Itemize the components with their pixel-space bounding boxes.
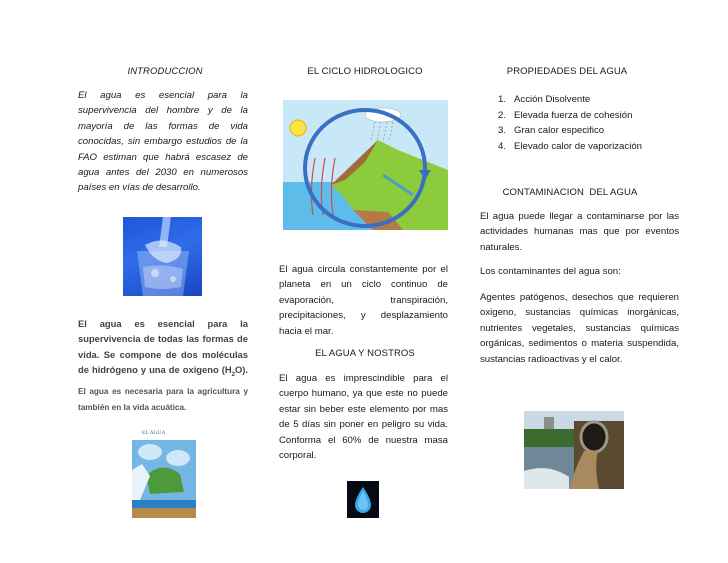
contaminants-intro: Los contaminantes del agua son: (480, 266, 621, 277)
property-number: 3. (498, 125, 507, 137)
property-label: Elevado calor de vaporización (514, 140, 642, 152)
water-drop-icon (347, 481, 379, 518)
pollution-drain-image (524, 411, 624, 489)
property-item (498, 139, 668, 155)
property-number: 2. (498, 109, 507, 121)
contamination-paragraph: El agua puede llegar a contaminarse por las actividades humanas mas que por eventos naturales. (480, 211, 679, 253)
subscript-two: 2 (231, 371, 235, 378)
heading-ciclo-hidrologico: EL CICLO HIDROLOGICO (307, 66, 423, 77)
composition-text: El agua es esencial para la supervivencia de todas las formas de vida. Se compone de dos moléculas de hidrógeno y una de oxigeno (H (78, 318, 248, 375)
heading-introduccion: INTRODUCCION (127, 66, 203, 77)
property-item (498, 92, 668, 108)
property-label: Acción Disolvente (514, 94, 591, 105)
property-item (498, 108, 668, 124)
property-item (498, 123, 668, 139)
heading-contaminacion (490, 187, 650, 198)
agriculture-text: El agua es necesaria para la agricultura y también en la vida acuática. (78, 387, 248, 413)
intro-paragraph: El agua es esencial para la supervivencia del hombre y de la mayoría de las formas de vida conocidas, sin embargo estudios de la FAO estiman que habrá escasez de agua antes del 2030 en numerosos países en vías de desarrollo. (78, 90, 248, 194)
properties-list (498, 92, 668, 154)
el-agua-poster-image (132, 430, 196, 518)
contaminacion-title: CONTAMINACION DEL AGUA (502, 187, 638, 198)
composition-text-end: O). (234, 363, 248, 375)
cycle-paragraph: El agua circula constantemente por el planeta en un ciclo continuo de evaporación, transpiración, precipitaciones, y desplazamiento hacia el mar. (279, 264, 448, 337)
contaminants-list: Agentes patógenos, desechos que requieren oxigeno, sustancias químicas inorgánicas, nutrientes vegetales, sustancias químicas orgánicas, sedimentos o materia suspendida, sustancias radioactivas y el calor. (480, 292, 679, 365)
property-label: Elevada fuerza de cohesión (514, 109, 633, 121)
water-cycle-diagram-icon (283, 100, 448, 230)
water-composition-paragraph (78, 316, 248, 416)
nosotros-paragraph: El agua es imprescindible para el cuerpo humano, ya que este no puede estar sin beber este elemento por mas de 5 días sin poner en peligro su vida. Conforma el 60% de nuestra masa corporal. (279, 373, 448, 462)
water-cycle-image (283, 100, 448, 230)
property-number: 4. (498, 140, 507, 152)
water-cycle-poster-icon (132, 430, 196, 518)
property-label: Gran calor especifico (514, 125, 605, 137)
water-drop-image (347, 481, 379, 518)
poster-label: EL AGUA (142, 430, 166, 436)
water-glass-image (123, 217, 202, 296)
heading-propiedades: PROPIEDADES DEL AGUA (506, 66, 628, 77)
property-number: 1. (498, 94, 507, 105)
heading-agua-y-nosotros: EL AGUA Y NOSTROS (315, 348, 415, 359)
drain-pipe-icon (524, 411, 624, 489)
water-glass-icon (123, 217, 202, 296)
